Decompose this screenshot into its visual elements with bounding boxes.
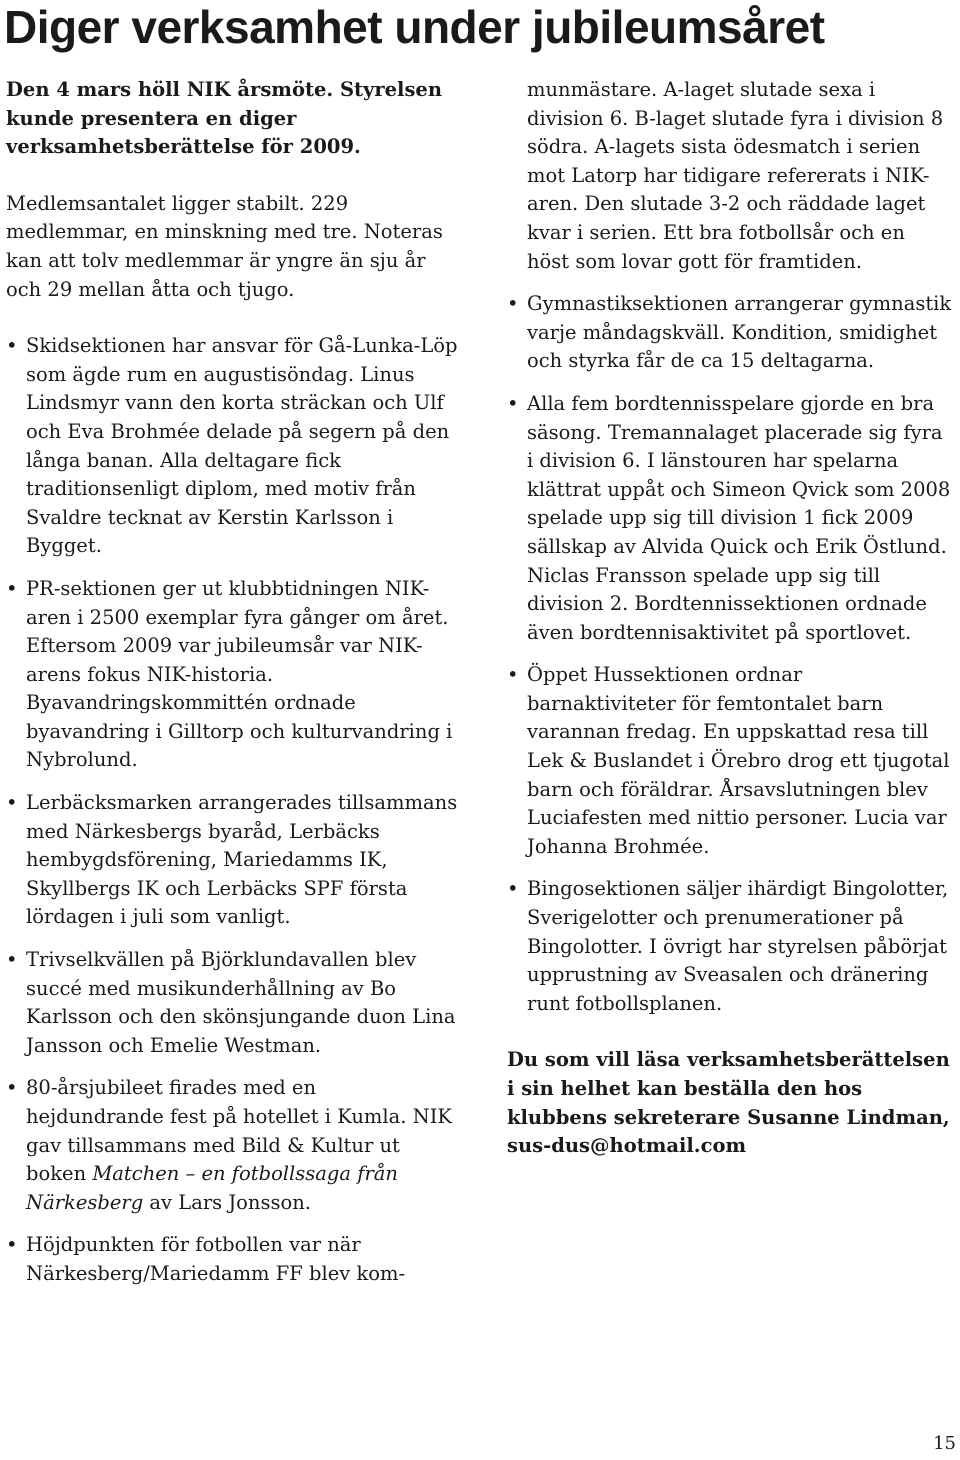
bullet-icon: • <box>6 1233 18 1257</box>
football-continuation <box>507 76 953 276</box>
list-item-text <box>26 1074 458 1217</box>
list-item-jubilee <box>6 1074 458 1217</box>
list-item-text: Höjdpunkten för fotbollen var när Närkesberg/Mariedamm FF blev kom- <box>26 1233 406 1285</box>
list-item-text: Lerbäcksmarken arrangerades tillsammans med Närkesbergs byaråd, Lerbäcks hembygdsförening, Mariedamms IK, Skyllbergs IK och Lerbäcks SPF första lördagen i juli som vanligt. <box>26 791 458 929</box>
list-item-text: Trivselkvällen på Björklundavallen blev succé med musikunderhållning av Bo Karlsson och den skönsjungande duon Lina Jansson och Emelie Westman. <box>26 948 456 1057</box>
bullet-icon: • <box>507 663 519 687</box>
list-item-text: Öppet Hussektionen ordnar barnaktiviteter för femtontalet barn varannan fredag. En uppskattad resa till Lek & Buslandet i Örebro drog ett tjugotal barn och föräldrar. Årsavslutningen blev Luciafesten med nittio personer. Lucia var Johanna Brohmée. <box>527 663 950 858</box>
bullet-icon: • <box>6 791 18 815</box>
bullet-icon: • <box>6 1076 18 1100</box>
members-paragraph: Medlemsantalet ligger stabilt. 229 medlemmar, en minskning med tre. Noteras kan att tolv medlemmar är yngre än sju år och 29 mellan åtta och tjugo. <box>6 191 443 301</box>
bullet-icon: • <box>6 948 18 972</box>
bullet-icon: • <box>6 576 18 600</box>
bullet-icon: • <box>6 334 18 358</box>
bullet-icon: • <box>507 391 519 415</box>
list-item-text: Skidsektionen har ansvar för Gå-Lunka-Löp som ägde rum en augustisöndag. Linus Lindsmyr vann den korta sträckan och Ulf och Eva Brohmée delade på segern på den långa banan. Alla deltagare fick traditionsenligt diplom, med motiv från Svaldre tecknat av Kerstin Karlsson i Bygget. <box>26 334 458 558</box>
list-item-text: Bingosektionen säljer ihärdigt Bingolotter, Sverigelotter och prenumerationer på Bingolotter. I övrigt har styrelsen påbörjat upprustning av Sveasalen och dränering runt fotbollsplanen. <box>527 877 949 1015</box>
list-item <box>6 789 458 932</box>
football-continuation-text: munmästare. A-laget slutade sexa i division 6. B-laget slutade fyra i division 8 södra. A-lagets sista ödesmatch i serien mot Latorp har tidigare refererats i NIK-aren. Den slutade 3-2 och räddade laget kvar i serien. Ett bra fotbollsår och en höst som lovar gott för framtiden. <box>527 78 944 273</box>
list-item <box>507 661 953 861</box>
jubilee-text-after: av Lars Jonsson. <box>143 1190 311 1214</box>
closing-paragraph: Du som vill läsa verksamhetsberättelsen i sin helhet kan beställa den hos klubbens sekreterare Susanne Lindman, sus-dus@hotmail.com <box>507 1048 950 1158</box>
list-item-text: Alla fem bordtennisspelare gjorde en bra säsong. Tremannalaget placerade sig fyra i division 6. I länstouren har spelarna klättrat uppåt och Simeon Qvick som 2008 spelade upp sig till division 1 fick 2009 sällskap av Alvida Quick och Erik Östlund. Niclas Fransson spelade upp sig till division 2. Bordtennissektionen ordnade även bordtennisaktivitet på sportlovet. <box>527 391 951 644</box>
intro-paragraph: Den 4 mars höll NIK årsmöte. Styrelsen kunde presentera en diger verksamhetsberättelse för 2009. <box>6 78 443 159</box>
page-number: 15 <box>933 1433 956 1454</box>
jubilee-text-before: 80-årsjubileet firades med en hejdundrande fest på hotellet i Kumla. NIK gav tillsammans med Bild & Kultur ut boken <box>26 1076 453 1186</box>
list-item <box>507 390 953 647</box>
right-column <box>507 76 953 1161</box>
list-item <box>6 332 458 561</box>
bullet-icon: • <box>507 877 519 901</box>
bullet-icon: • <box>507 292 519 316</box>
list-item <box>507 875 953 1018</box>
list-item <box>6 946 458 1060</box>
article-title: Diger verksamhet under jubileumsåret <box>4 1 825 53</box>
left-column <box>6 76 458 1289</box>
list-item-text: Gymnastiksektionen arrangerar gymnastik varje måndagskväll. Kondition, smidighet och styrka får de ca 15 deltagarna. <box>527 292 952 373</box>
list-item-text: PR-sektionen ger ut klubbtidningen NIK-aren i 2500 exemplar fyra gånger om året. Eftersom 2009 var jubileumsår var NIK-arens fokus NIK-historia. Byavandringskommittén ordnade byavandring i Gilltorp och kulturvandring i Nybrolund. <box>26 576 453 772</box>
list-item-football <box>6 1231 458 1288</box>
list-item <box>507 290 953 376</box>
book-title: Matchen – en fotbollssaga från Närkesberg <box>26 1162 398 1214</box>
list-item <box>6 575 458 775</box>
